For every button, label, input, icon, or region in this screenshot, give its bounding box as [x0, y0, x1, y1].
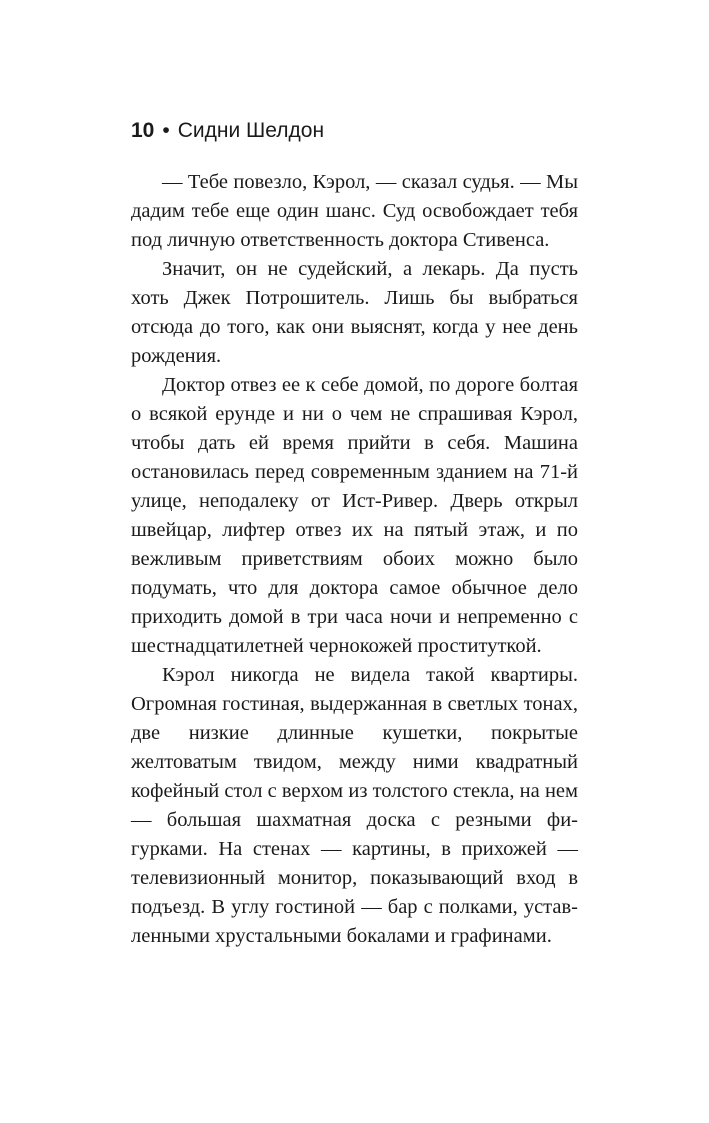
page-number: 10 — [131, 119, 155, 142]
paragraph-2: Значит, он не судейский, а лекарь. Да пусть хоть Джек Потрошитель. Лишь бы выбраться отсюда до того, как они выяснят, когда у нее день рождения. — [131, 258, 578, 367]
paragraph-3: Доктор отвез ее к себе домой, по дороге болтая о всякой ерунде и ни о чем не спрашивая Кэрол, чтобы дать ей время прийти в себя. Машина остановилась перед современным зданием на 71-й улице, неподалеку от Ист-Ривер. Дверь открыл швейцар, лифтер отвез их на пятый этаж, и по вежливым приветствиям обоих можно было подумать, что для доктора самое обычное дело приходить домой в три часа ночи и непременно с шестнадцатилетней чернокожей проституткой. — [131, 374, 578, 657]
running-head — [131, 117, 324, 145]
body-text — [131, 168, 578, 951]
author-name: Сидни Шелдон — [177, 119, 325, 142]
paragraph-4: Кэрол никогда не видела такой квартиры. Огромная гостиная, выдержанная в светлых тонах, две низкие длинные кушетки, покрытые желтоватым твидом, между ними квадратный кофейный стол с верхом из толстого стекла, на нем — большая шахматная доска с резными фигурками. На стенах — картины, в прихожей — телевизионный монитор, показывающий вход в подъезд. В углу гостиной — бар с полками, уставленными хрустальными бокалами и графинами. — [131, 664, 578, 947]
header-separator: • — [162, 119, 170, 142]
paragraph-1: — Тебе повезло, Кэрол, — сказал судья. — Мы дадим тебе еще один шанс. Суд освобождает тебя под личную ответственность доктора Стивенса. — [131, 171, 578, 251]
